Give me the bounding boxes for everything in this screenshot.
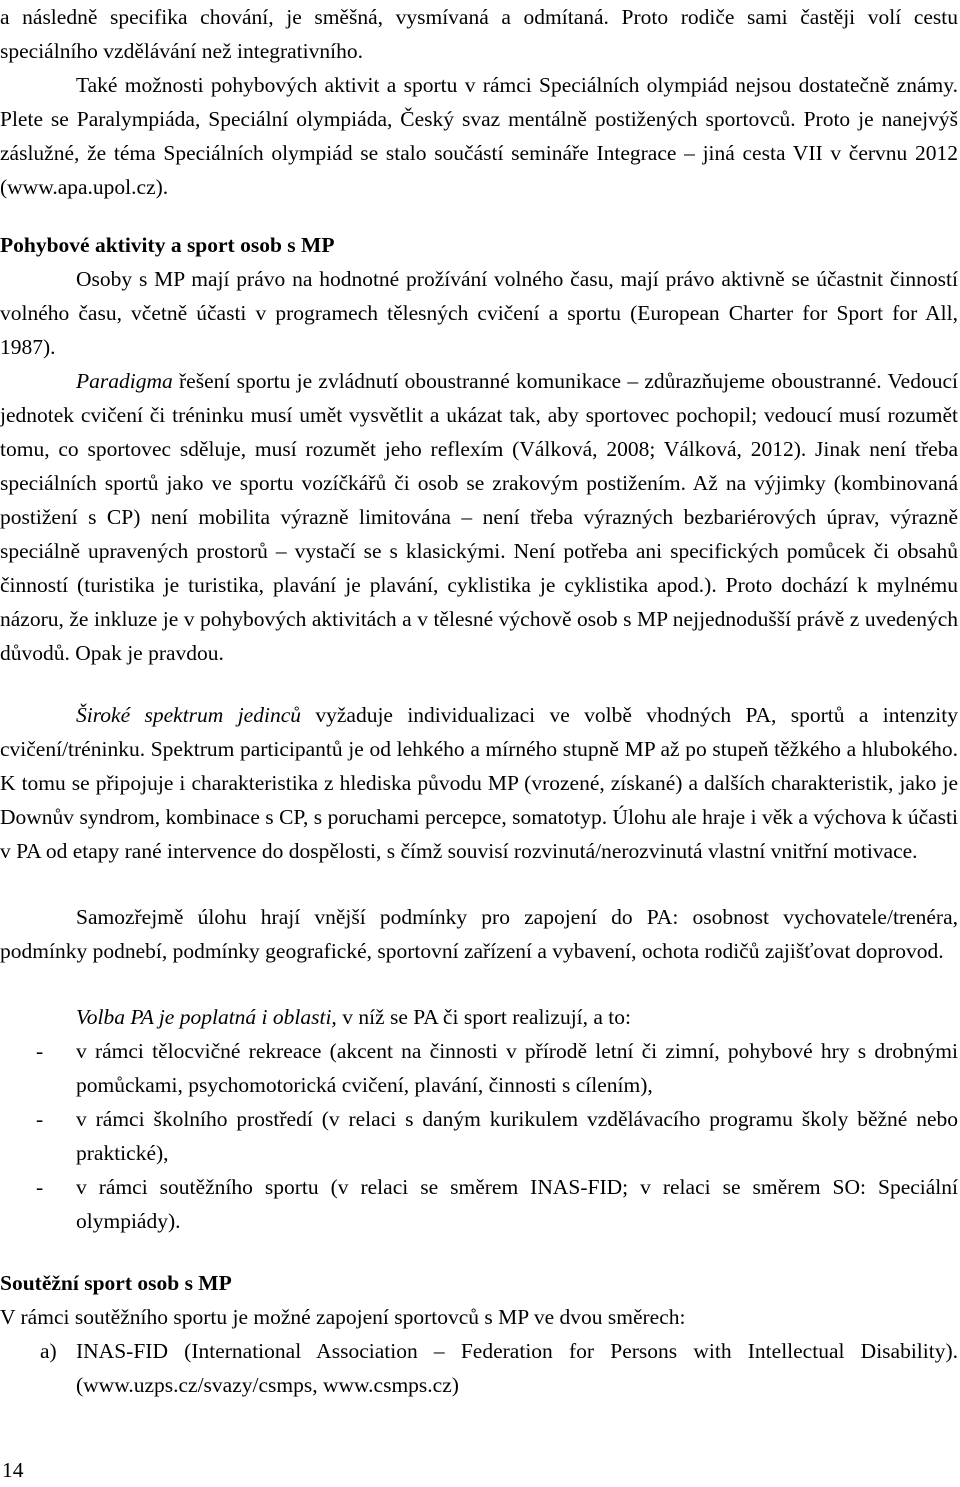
list-bullet: -: [36, 1107, 44, 1131]
list-item: [0, 1170, 958, 1238]
choice-text: v níž se PA či sport realizují, a to:: [336, 1005, 631, 1029]
paragraph-paradigm: [0, 364, 958, 670]
spectrum-emphasis: Široké spektrum jedinců: [76, 703, 301, 727]
list-bullet: -: [36, 1175, 44, 1199]
paragraph-external-conditions: Samozřejmě úlohu hrají vnější podmínky pro zapojení do PA: osobnost vychovatele/trenéra, podmínky podnebí, podmínky geografické, sportovní zařízení a vybavení, ochota rodičů zajišťovat doprovod.: [0, 905, 958, 963]
list-item: [0, 1102, 958, 1170]
paragraph-rights: Osoby s MP mají právo na hodnotné prožívání volného času, mají právo aktivně se účastnit činností volného času, včetně účasti v programech tělesných cvičení a sportu (European Charter for Sport for All, 1987).: [0, 267, 958, 359]
choice-emphasis: Volba PA je poplatná i oblasti,: [76, 1005, 337, 1029]
paragraph-special-olympics-text: Také možnosti pohybových aktivit a sportu v rámci Speciálních olympiád nejsou dostatečně známy. Plete se Paralympiáda, Speciální olympiáda, Český svaz mentálně postižených sportovců. Proto je nanejvýš záslužné, že téma Speciálních olympiád se stalo součástí semináře Integrace – jiná cesta VII v červnu 2012 (www.apa.upol.cz).: [0, 73, 958, 199]
paragraph-competitive: V rámci soutěžního sportu je možné zapojení sportovců s MP ve dvou směrech:: [0, 1305, 686, 1329]
paragraph-intro: [0, 0, 958, 204]
section-heading-physical-activities: Pohybové aktivity a sport osob s MP: [0, 233, 335, 257]
paragraph-intro-text: a následně specifika chování, je směšná, vysmívaná a odmítaná. Proto rodiče sami častěji volí cestu speciálního vzdělávání než integrativního.: [0, 5, 958, 63]
list-item-text: v rámci školního prostředí (v relaci s daným kurikulem vzdělávacího programu školy běžné nebo praktické),: [76, 1107, 958, 1165]
paragraph-spectrum: [0, 698, 958, 868]
list-bullet: a): [40, 1339, 57, 1363]
spectrum-text: vyžaduje individualizaci ve volbě vhodných PA, sportů a intenzity cvičení/tréninku. Spektrum participantů je od lehkého a mírného stupně MP až po stupeň těžkého a hlubokého. K tomu se připojuje i charakteristika z hlediska původu MP (vrozené, získané) a dalších charakteristik, jako je Downův syndrom, kombinace s CP, s poruchami percepce, somatotyp. Úlohu ale hraje i věk a výchova k účasti v PA od etapy rané intervence do dospělosti, s čímž souvisí rozvinutá/nerozvinutá vlastní vnitřní motivace.: [0, 703, 958, 863]
list-item-text: INAS-FID (International Association – Federation for Persons with Intellectual Disability). (www.uzps.cz/svazy/csmps, www.csmps.cz): [76, 1339, 958, 1397]
list-item: [0, 1034, 958, 1102]
list-directions: [0, 1334, 958, 1402]
paradigm-text: řešení sportu je zvládnutí oboustranné komunikace – zdůrazňujeme oboustranné. Vedoucí jednotek cvičení či tréninku musí umět vysvětlit a ukázat tak, aby sportovec pochopil; vedoucí musí rozumět tomu, co sportovec sděluje, musí rozumět jeho reflexím (Válková, 2008; Válková, 2012). Jinak není třeba speciálních sportů jako ve sportu vozíčkářů či osob se zrakovým postižením. Až na výjimky (kombinovaná postižení s CP) není mobilita výrazně limitována – není třeba výrazných bezbariérových úprav, výrazně speciálně upravených prostorů – vystačí se s klasickými. Není potřeba ani specifických pomůcek či obsahů činností (turistika je turistika, plavání je plavání, cyklistika je cyklistika apod.). Proto dochází k mylnému názoru, že inkluze je v pohybových aktivitách a v tělesné výchově osob s MP nejjednodušší právě z uvedených důvodů. Opak je pravdou.: [0, 369, 958, 665]
list-item-text: v rámci tělocvičné rekreace (akcent na činnosti v přírodě letní či zimní, pohybové hry s drobnými pomůckami, psychomotorická cvičení, plavání, činnosti s cílením),: [76, 1039, 958, 1097]
page-number: 14: [2, 1458, 24, 1482]
list-item: [0, 1334, 958, 1402]
paragraph-choice: [0, 1000, 958, 1034]
list-bullet: -: [36, 1039, 44, 1063]
paradigm-emphasis: Paradigma: [76, 369, 173, 393]
list-item-text: v rámci soutěžního sportu (v relaci se směrem INAS-FID; v relaci se směrem SO: Speciální olympiády).: [76, 1175, 958, 1233]
section-heading-competitive-sport: Soutěžní sport osob s MP: [0, 1271, 232, 1295]
list-activity-areas: [0, 1034, 958, 1238]
